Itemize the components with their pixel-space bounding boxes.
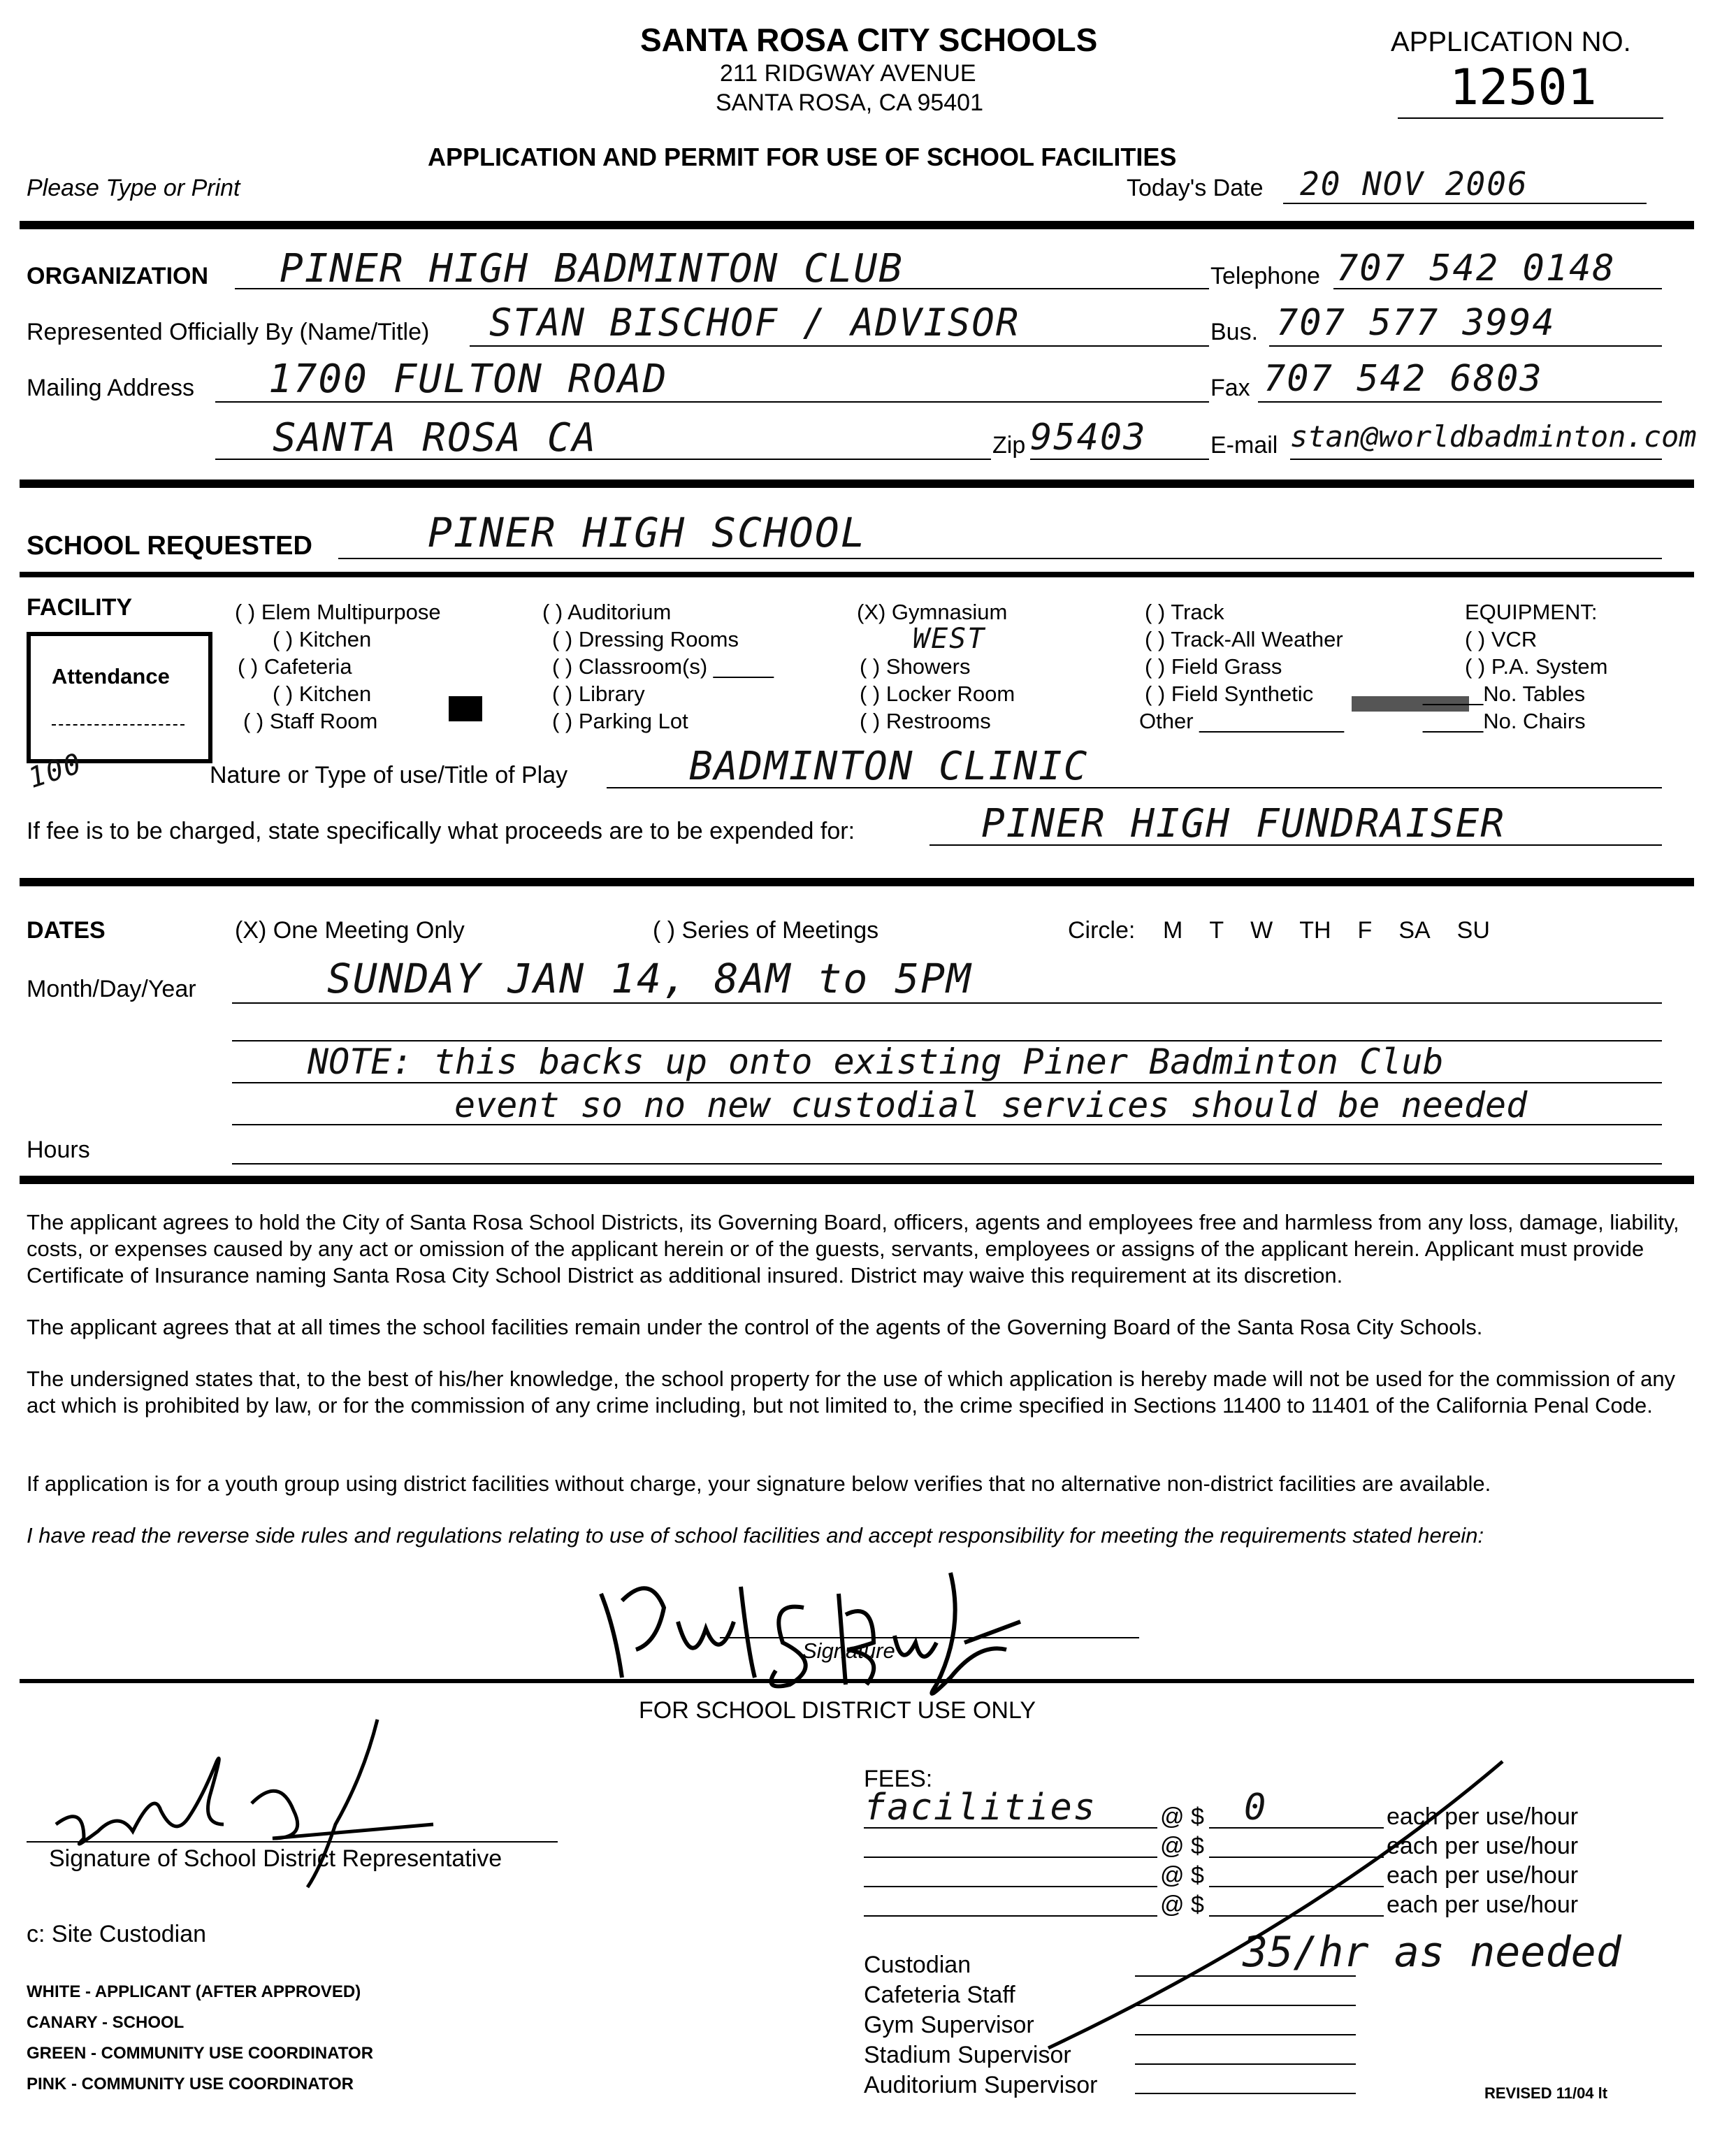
hours-underline: [232, 1163, 1662, 1165]
email-label: E-mail: [1210, 432, 1278, 459]
facility-staff-room[interactable]: ( ) Staff Room: [243, 709, 378, 733]
zip-field[interactable]: 95403: [1030, 417, 1147, 459]
facility-kitchen-1[interactable]: ( ) Kitchen: [273, 627, 372, 651]
section-divider: [20, 1176, 1694, 1184]
note-line-3: [232, 1124, 1662, 1125]
signature-underline: [720, 1637, 1139, 1638]
facility-showers[interactable]: ( ) Showers: [860, 654, 971, 679]
city-state-field[interactable]: SANTA ROSA CA: [273, 415, 598, 461]
facility-label: FACILITY: [27, 594, 133, 621]
email-underline: [1290, 459, 1662, 460]
email-field[interactable]: stan@worldbadminton.com: [1290, 419, 1697, 454]
zip-label: Zip: [992, 432, 1026, 459]
section-divider: [20, 1679, 1694, 1683]
fee-at-2: @ $: [1160, 1833, 1204, 1859]
circle-days-label: Circle:: [1068, 917, 1136, 944]
section-divider: [20, 572, 1694, 577]
day-saturday[interactable]: SA: [1398, 917, 1431, 944]
bus-field[interactable]: 707 577 3994: [1276, 302, 1556, 344]
district-use-title: FOR SCHOOL DISTRICT USE ONLY: [639, 1697, 1036, 1724]
zip-underline: [1030, 459, 1209, 460]
day-wednesday[interactable]: W: [1250, 917, 1273, 944]
district-rep-signature-label: Signature of School District Representative: [49, 1845, 502, 1872]
one-meeting-checkbox[interactable]: (X) One Meeting Only: [235, 917, 465, 944]
section-divider: [20, 480, 1694, 488]
series-meetings-checkbox[interactable]: ( ) Series of Meetings: [653, 917, 879, 944]
fax-label: Fax: [1210, 375, 1250, 401]
attendance-underline: [52, 724, 185, 726]
district-rep-signature[interactable]: [42, 1706, 573, 1915]
equipment-label: EQUIPMENT:: [1465, 600, 1598, 624]
month-day-year-field[interactable]: SUNDAY JAN 14, 8AM to 5PM: [327, 955, 972, 1002]
equipment-tables[interactable]: _____No. Tables: [1423, 682, 1586, 706]
facility-other[interactable]: Other ____________: [1139, 709, 1345, 733]
facility-parking-lot[interactable]: ( ) Parking Lot: [552, 709, 688, 733]
organization-field[interactable]: PINER HIGH BADMINTON CLUB: [280, 246, 904, 291]
copy-pink: PINK - COMMUNITY USE COORDINATOR: [27, 2075, 354, 2093]
fee-at-1: @ $: [1160, 1803, 1204, 1830]
school-requested-label: SCHOOL REQUESTED: [27, 531, 312, 561]
nature-underline: [607, 787, 1662, 788]
equipment-chairs[interactable]: _____No. Chairs: [1423, 709, 1586, 733]
fee-purpose-field[interactable]: PINER HIGH FUNDRAISER: [981, 801, 1506, 846]
facility-restrooms[interactable]: ( ) Restrooms: [860, 709, 991, 733]
copy-green: GREEN - COMMUNITY USE COORDINATOR: [27, 2044, 374, 2063]
staff-custodian: Custodian: [864, 1952, 971, 1978]
month-day-year-label: Month/Day/Year: [27, 976, 196, 1002]
attendance-label: Attendance: [52, 664, 170, 689]
attendance-box: [27, 632, 212, 763]
district-address-line2: SANTA ROSA, CA 95401: [716, 89, 983, 116]
facility-column-4: [1139, 598, 1345, 735]
facility-cafeteria[interactable]: ( ) Cafeteria: [238, 654, 352, 679]
nature-of-use-field[interactable]: BADMINTON CLINIC: [689, 744, 1089, 789]
fee-unit-3: each per use/hour: [1387, 1862, 1579, 1889]
nature-of-use-label: Nature or Type of use/Title of Play: [210, 762, 568, 788]
fee-at-4: @ $: [1160, 1891, 1204, 1918]
application-number-underline: [1398, 117, 1663, 119]
signature-label: Signature: [802, 1638, 895, 1663]
telephone-underline: [1333, 288, 1662, 289]
fee-item-1[interactable]: facilities: [864, 1787, 1097, 1829]
fee-unit-2: each per use/hour: [1387, 1833, 1579, 1859]
application-number-label: APPLICATION NO.: [1391, 27, 1631, 57]
fees-strike-line: [1034, 1747, 1524, 2055]
fee-purpose-label: If fee is to be charged, state specifically what proceeds are to be expended for:: [27, 818, 855, 844]
facility-field-synthetic[interactable]: ( ) Field Synthetic: [1145, 682, 1314, 706]
staff-cafeteria: Cafeteria Staff: [864, 1982, 1015, 2008]
mdy-underline: [232, 1002, 1662, 1004]
day-friday[interactable]: F: [1357, 917, 1373, 944]
city-underline: [215, 459, 991, 460]
indemnity-paragraph: The applicant agrees to hold the City of Santa Rosa School Districts, its Governing Board, officers, agents and employees free and harmless from any loss, damage, liability, costs, or expenses caused by any act or omission of the applicant herein or of the guests, servants, employees or assigns of the applicant herein. Applicant must provide Certificate of Insurance naming Santa Rosa City School District as additional insured. District may waive this requirement at its discretion.: [27, 1210, 1679, 1288]
fee-underline: [930, 844, 1662, 846]
facility-gymnasium[interactable]: (X) Gymnasium: [857, 600, 1008, 624]
represented-by-field[interactable]: STAN BISCHOF / ADVISOR: [489, 301, 1020, 345]
site-custodian-cc: c: Site Custodian: [27, 1921, 207, 1947]
staff-stadium-supervisor: Stadium Supervisor: [864, 2042, 1071, 2068]
facility-kitchen-2[interactable]: ( ) Kitchen: [273, 682, 372, 706]
note-line-1-text[interactable]: NOTE: this backs up onto existing Piner Badminton Club: [308, 1041, 1444, 1082]
todays-date-label: Today's Date: [1127, 175, 1264, 201]
school-underline: [338, 558, 1662, 559]
equipment-pa-system[interactable]: ( ) P.A. System: [1465, 654, 1608, 679]
dates-label: DATES: [27, 917, 106, 944]
fax-field[interactable]: 707 542 6803: [1264, 358, 1543, 400]
organization-underline: [235, 288, 1209, 289]
application-number: 12501: [1449, 59, 1597, 116]
facility-column-1: [235, 598, 441, 735]
fees-label: FEES:: [864, 1766, 933, 1792]
attendance-value[interactable]: 100: [24, 747, 87, 795]
school-requested-field[interactable]: PINER HIGH SCHOOL: [428, 509, 867, 556]
organization-label: ORGANIZATION: [27, 263, 209, 289]
date-underline: [1283, 203, 1647, 204]
fee-amount-1[interactable]: 0: [1244, 1787, 1268, 1829]
youth-group-paragraph: If application is for a youth group using district facilities without charge, your signature below verifies that no alternative non-district facilities are available.: [27, 1471, 1491, 1496]
section-divider: [20, 878, 1694, 886]
facility-library[interactable]: ( ) Library: [552, 682, 645, 706]
facility-elem-multipurpose[interactable]: ( ) Elem Multipurpose: [235, 600, 441, 624]
acknowledgement-paragraph: I have read the reverse side rules and regulations relating to use of school facilities and accept responsibility for meeting the requirements stated herein:: [27, 1523, 1484, 1548]
copy-distribution: [27, 1977, 373, 2100]
facility-column-2: [542, 598, 774, 735]
note-line-2-text[interactable]: event so no new custodial services should be needed: [454, 1085, 1528, 1125]
telephone-label: Telephone: [1210, 263, 1320, 289]
days-of-week: [1163, 917, 1490, 944]
fax-underline: [1258, 401, 1662, 403]
facility-locker-room[interactable]: ( ) Locker Room: [860, 682, 1015, 706]
day-sunday[interactable]: SU: [1456, 917, 1490, 944]
mailing-underline: [215, 401, 1209, 403]
represented-by-label: Represented Officially By (Name/Title): [27, 319, 430, 345]
hours-label: Hours: [27, 1137, 90, 1163]
law-paragraph: The undersigned states that, to the best of his/her knowledge, the school property for the use of which application is hereby made will not be used for the commission of any act which is prohibited by law, or for the commission of any crime including, but not limited to, the crime specified in Sections 11400 to 11401 of the California Penal Code.: [27, 1367, 1676, 1418]
copy-canary: CANARY - SCHOOL: [27, 2013, 185, 2032]
please-type-note: Please Type or Print: [27, 175, 240, 201]
facility-dressing-rooms[interactable]: ( ) Dressing Rooms: [552, 627, 739, 651]
revised-note: REVISED 11/04 lt: [1484, 2084, 1608, 2102]
gymnasium-detail[interactable]: WEST: [913, 623, 986, 655]
staff-gym-supervisor: Gym Supervisor: [864, 2012, 1034, 2038]
day-monday[interactable]: M: [1163, 917, 1183, 944]
district-name: SANTA ROSA CITY SCHOOLS: [640, 22, 1098, 58]
fee-unit-1: each per use/hour: [1387, 1803, 1579, 1830]
facility-track-all-weather[interactable]: ( ) Track-All Weather: [1145, 627, 1343, 651]
telephone-field[interactable]: 707 542 0148: [1336, 247, 1616, 289]
district-rep-underline: [27, 1841, 558, 1843]
facility-column-3: [857, 598, 1015, 735]
bus-underline: [1269, 345, 1662, 347]
day-tuesday[interactable]: T: [1209, 917, 1224, 944]
copy-white: WHITE - APPLICANT (AFTER APPROVED): [27, 1982, 361, 2001]
stadium-underline: [1135, 2063, 1356, 2065]
fee-unit-4: each per use/hour: [1387, 1891, 1579, 1918]
facility-auditorium[interactable]: ( ) Auditorium: [542, 600, 672, 624]
todays-date-value[interactable]: 20 NOV 2006: [1300, 165, 1528, 203]
bus-label: Bus.: [1210, 319, 1259, 345]
fee-at-3: @ $: [1160, 1862, 1204, 1889]
day-thursday[interactable]: TH: [1299, 917, 1331, 944]
form-title: APPLICATION AND PERMIT FOR USE OF SCHOOL FACILITIES: [428, 143, 1177, 171]
mailing-address-field[interactable]: 1700 FULTON ROAD: [268, 356, 668, 402]
facility-field-grass[interactable]: ( ) Field Grass: [1145, 654, 1282, 679]
facility-track[interactable]: ( ) Track: [1145, 600, 1224, 624]
custodian-rate-field[interactable]: 35/hr as needed: [1243, 1928, 1621, 1977]
represented-underline: [470, 345, 1209, 347]
staff-auditorium-supervisor: Auditorium Supervisor: [864, 2072, 1098, 2098]
equipment-column: [1423, 598, 1608, 735]
note-line-2: [232, 1082, 1662, 1083]
equipment-vcr[interactable]: ( ) VCR: [1465, 627, 1538, 651]
control-paragraph: The applicant agrees that at all times the school facilities remain under the control of the agents of the Governing Board of the Santa Rosa City Schools.: [27, 1315, 1483, 1339]
mailing-address-label: Mailing Address: [27, 375, 195, 401]
auditorium-underline: [1135, 2093, 1356, 2094]
redaction-mark: [449, 696, 482, 721]
section-divider: [20, 221, 1694, 229]
facility-classrooms[interactable]: ( ) Classroom(s) _____: [552, 654, 774, 679]
district-address-line1: 211 RIDGWAY AVENUE: [720, 60, 976, 87]
